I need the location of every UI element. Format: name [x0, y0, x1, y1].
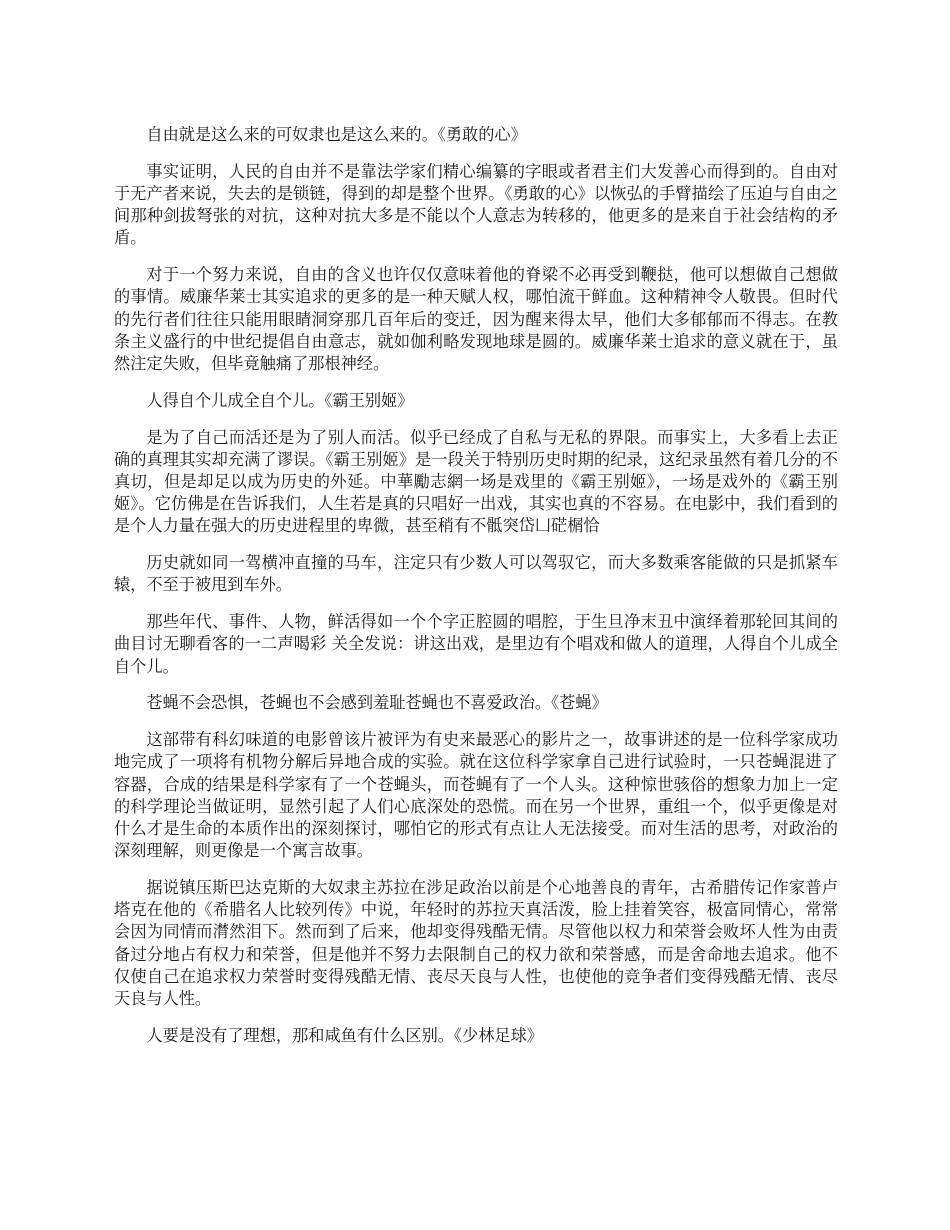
- paragraph-fly-review: 这部带有科幻味道的电影曾该片被评为有史来最恶心的影片之一，故事讲述的是一位科学家成功地完成了一项将有机物分解后异地合成的实验。就在这位科学家拿自己进行试验时，一只苍蝇混进了容器，合成的结果是科学家有了一个苍蝇头，而苍蝇有了一个人头。这种惊世骇俗的想象力加上一定的科学理论当做证明，显然引起了人们心底深处的恐慌。而在另一个世界，重组一个，似乎更像是对什么才是生命的本质作出的深刻探讨，哪怕它的形式有点让人无法接受。而对生活的思考，对政治的深刻理解，则更像是一个寓言故事。: [114, 730, 838, 861]
- paragraph-sulla: 据说镇压斯巴达克斯的大奴隶主苏拉在涉足政治以前是个心地善良的青年，古希腊传记作家普卢塔克在他的《希腊名人比较列传》中说，年轻时的苏拉天真活泼，脸上挂着笑容，极富同情心，常常会因为同情而潸然泪下。然而到了后来，他却变得残酷无情。尽管他以权力和荣誉会败坏人性为由责备过分地占有权力和荣誉，但是他并不努力去限制自己的权力欲和荣誉感，而是舍命地去追求。他不仅使自己在追求权力荣誉时变得残酷无情、丧尽天良与人性，也使他的竞争者们变得残酷无情、丧尽天良与人性。: [114, 878, 838, 1009]
- paragraph-quote-shaolin: 人要是没有了理想，那和咸鱼有什么区别。《少林足球》: [146, 1025, 543, 1045]
- paragraph-quote-braveheart: 自由就是这么来的可奴隶也是这么来的。《勇敢的心》: [146, 125, 527, 144]
- paragraph-wallace: 对于一个努力来说，自由的含义也许仅仅意味着他的脊梁不必再受到鞭挞，他可以想做自己想做的事情。威廉华莱士其实追求的更多的是一种天赋人权，哪怕流干鲜血。这种精神令人敬畏。但时代的先行者们往往只能用眼睛洞穿那几百年后的变迁，因为醒来得太早，他们大多郁郁而不得志。在教条主义盛行的中世纪提倡自由意志，就如伽利略发现地球是圆的。威廉华莱士追求的意义就在于，虽然注定失败，但毕竟触痛了那根神经。: [114, 265, 838, 374]
- paragraph-quote-fly: 苍蝇不会恐惧，苍蝇也不会感到羞耻苍蝇也不喜爱政治。《苍蝇》: [146, 693, 608, 713]
- paragraph-quote-farewell: 人得自个儿成全自个儿。《霸王别姬》: [146, 390, 414, 410]
- paragraph-farewell-review: 是为了自己而活还是为了别人而活。似乎已经成了自私与无私的界限。而事实上，大多看上去正确的真理其实却充满了谬误。《霸王别姬》是一段关于特别历史时期的纪录，这纪录虽然有着几分的不真切，但是却足以成为历史的外延。中華勵志網一场是戏里的《霸王别姬》，一场是戏外的《霸王别姬》。它仿佛是在告诉我们，人生若是真的只唱好一出戏，其实也真的不容易。在电影中，我们看到的是个人力量在强大的历史进程里的卑微，甚至稍有不骶突岱凵硭榍恰: [114, 427, 838, 536]
- document-body: [114, 124, 838, 1062]
- paragraph-opera: 那些年代、事件、人物，鲜活得如一个个字正腔圆的唱腔，于生旦净末丑中演绎着那轮回其间的曲目讨无聊看客的一二声喝彩 关全发说：讲这出戏，是里边有个唱戏和做人的道理，人得自个儿成全自个儿。: [114, 612, 838, 676]
- paragraph-freedom-fact: 事实证明，人民的自由并不是靠法学家们精心编纂的字眼或者君主们大发善心而得到的。自由对于无产者来说，失去的是锁链，得到的却是整个世界。《勇敢的心》以恢弘的手臂描绘了压迫与自由之间那种剑拔弩张的对抗，这种对抗大多是不能以个人意志为转移的，他更多的是来自于社会结构的矛盾。: [114, 161, 838, 248]
- paragraph-history-carriage: 历史就如同一驾横冲直撞的马车，注定只有少数人可以驾驭它，而大多数乘客能做的只是抓紧车辕，不至于被甩到车外。: [114, 553, 838, 595]
